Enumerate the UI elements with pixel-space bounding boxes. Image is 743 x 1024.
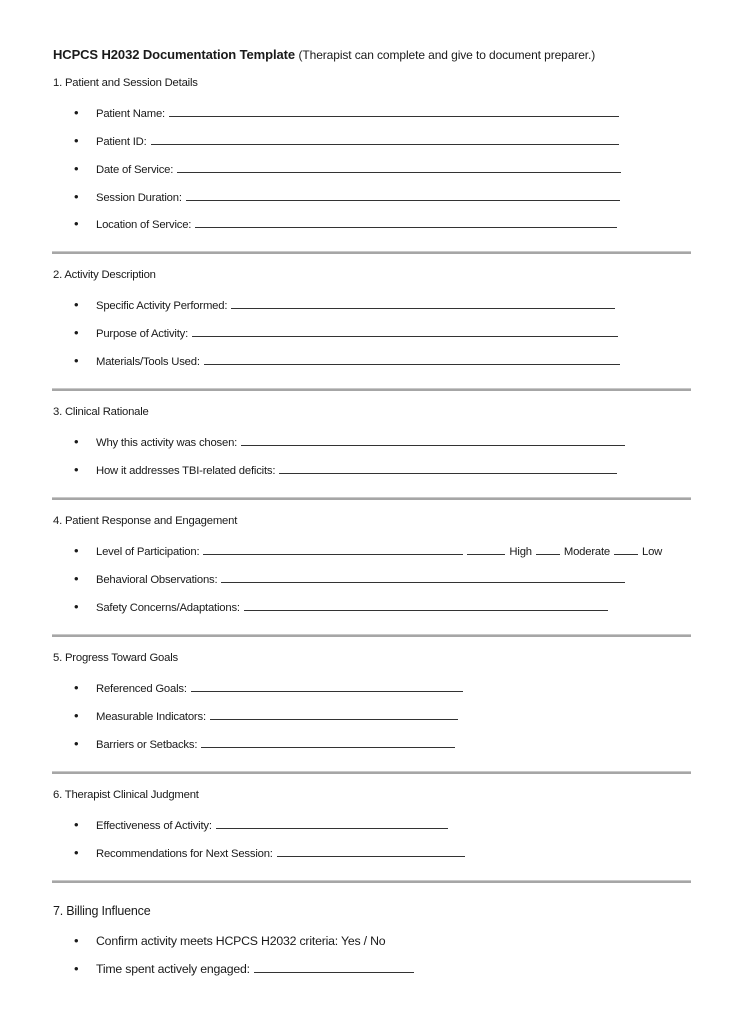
bullet-icon: • <box>74 434 79 449</box>
field-label: Date of Service: <box>96 164 174 176</box>
field-level-of-participation <box>74 543 662 558</box>
bullet-icon: • <box>74 189 79 204</box>
bullet-icon: • <box>74 297 79 312</box>
section-heading-patient-session: 1. Patient and Session Details <box>53 77 198 89</box>
bullet-icon: • <box>74 599 79 614</box>
measurable-indicators-blank[interactable] <box>210 710 458 720</box>
bullet-icon: • <box>74 933 79 948</box>
bullet-icon: • <box>74 353 79 368</box>
field-why-chosen <box>74 434 625 449</box>
bullet-icon: • <box>74 736 79 751</box>
time-engaged-blank[interactable] <box>254 963 414 973</box>
field-specific-activity <box>74 297 615 312</box>
moderate-checkbox-blank[interactable] <box>536 545 560 555</box>
option-high: High <box>509 546 532 558</box>
section-heading-progress-goals: 5. Progress Toward Goals <box>53 652 178 664</box>
field-label: Session Duration: <box>96 192 182 204</box>
section-divider <box>52 634 691 637</box>
field-label: Safety Concerns/Adaptations: <box>96 602 240 614</box>
tbi-deficits-blank[interactable] <box>279 464 617 474</box>
patient-id-blank[interactable] <box>151 135 619 145</box>
high-checkbox-blank[interactable] <box>467 545 505 555</box>
field-label: Recommendations for Next Session: <box>96 848 273 860</box>
why-chosen-blank[interactable] <box>241 436 625 446</box>
bullet-icon: • <box>74 462 79 477</box>
field-label: Level of Participation: <box>96 546 200 558</box>
field-label: Patient Name: <box>96 108 165 120</box>
field-label: Purpose of Activity: <box>96 328 189 340</box>
section-divider <box>52 880 691 883</box>
section-heading-patient-response: 4. Patient Response and Engagement <box>53 515 238 527</box>
title-main: HCPCS H2032 Documentation Template <box>53 47 295 62</box>
location-of-service-blank[interactable] <box>195 218 617 228</box>
field-measurable-indicators <box>74 708 458 723</box>
effectiveness-blank[interactable] <box>216 819 448 829</box>
field-materials-tools <box>74 353 620 368</box>
field-label: Specific Activity Performed: <box>96 300 228 312</box>
low-checkbox-blank[interactable] <box>614 545 638 555</box>
field-label: Location of Service: <box>96 219 192 231</box>
bullet-icon: • <box>74 133 79 148</box>
section-divider <box>52 388 691 391</box>
patient-name-blank[interactable] <box>169 107 619 117</box>
bullet-icon: • <box>74 543 79 558</box>
field-label: Patient ID: <box>96 136 147 148</box>
field-label: Materials/Tools Used: <box>96 356 200 368</box>
bullet-icon: • <box>74 845 79 860</box>
field-location-of-service <box>74 216 617 231</box>
option-moderate: Moderate <box>563 546 610 558</box>
field-purpose-of-activity <box>74 325 618 340</box>
bullet-icon: • <box>74 708 79 723</box>
section-heading-billing-influence: 7. Billing Influence <box>53 904 151 918</box>
date-of-service-blank[interactable] <box>177 163 621 173</box>
bullet-icon: • <box>74 325 79 340</box>
barriers-setbacks-blank[interactable] <box>201 738 455 748</box>
field-tbi-deficits <box>74 462 617 477</box>
field-label: Confirm activity meets HCPCS H2032 criteria: Yes / No <box>96 934 386 948</box>
bullet-icon: • <box>74 161 79 176</box>
field-label: Time spent actively engaged: <box>96 962 250 976</box>
referenced-goals-blank[interactable] <box>191 682 463 692</box>
field-label: Measurable Indicators: <box>96 711 206 723</box>
recommendations-blank[interactable] <box>277 847 465 857</box>
field-label: Referenced Goals: <box>96 683 187 695</box>
field-label: How it addresses TBI-related deficits: <box>96 465 276 477</box>
field-barriers-setbacks <box>74 736 455 751</box>
field-patient-id <box>74 133 619 148</box>
field-patient-name <box>74 105 619 120</box>
field-confirm-criteria <box>74 933 385 948</box>
bullet-icon: • <box>74 680 79 695</box>
safety-concerns-blank[interactable] <box>244 601 608 611</box>
specific-activity-blank[interactable] <box>231 299 615 309</box>
participation-blank[interactable] <box>203 545 463 555</box>
field-effectiveness <box>74 817 448 832</box>
field-label: Barriers or Setbacks: <box>96 739 198 751</box>
field-safety-concerns <box>74 599 608 614</box>
field-session-duration <box>74 189 620 204</box>
section-heading-clinical-rationale: 3. Clinical Rationale <box>53 406 149 418</box>
section-divider <box>52 497 691 500</box>
bullet-icon: • <box>74 216 79 231</box>
bullet-icon: • <box>74 961 79 976</box>
field-date-of-service <box>74 161 621 176</box>
section-heading-clinical-judgment: 6. Therapist Clinical Judgment <box>53 789 199 801</box>
behavioral-observations-blank[interactable] <box>221 573 625 583</box>
section-divider <box>52 251 691 254</box>
session-duration-blank[interactable] <box>186 191 620 201</box>
field-label: Behavioral Observations: <box>96 574 218 586</box>
materials-tools-blank[interactable] <box>204 355 620 365</box>
field-label: Why this activity was chosen: <box>96 437 238 449</box>
title-note: (Therapist can complete and give to document preparer.) <box>298 48 596 62</box>
section-divider <box>52 771 691 774</box>
purpose-of-activity-blank[interactable] <box>192 327 618 337</box>
bullet-icon: • <box>74 571 79 586</box>
bullet-icon: • <box>74 105 79 120</box>
option-low: Low <box>641 546 663 558</box>
field-referenced-goals <box>74 680 463 695</box>
field-behavioral-observations <box>74 571 625 586</box>
bullet-icon: • <box>74 817 79 832</box>
section-heading-activity-description: 2. Activity Description <box>53 269 156 281</box>
field-time-engaged <box>74 961 414 976</box>
field-recommendations <box>74 845 465 860</box>
field-label: Effectiveness of Activity: <box>96 820 212 832</box>
document-title <box>53 47 595 62</box>
